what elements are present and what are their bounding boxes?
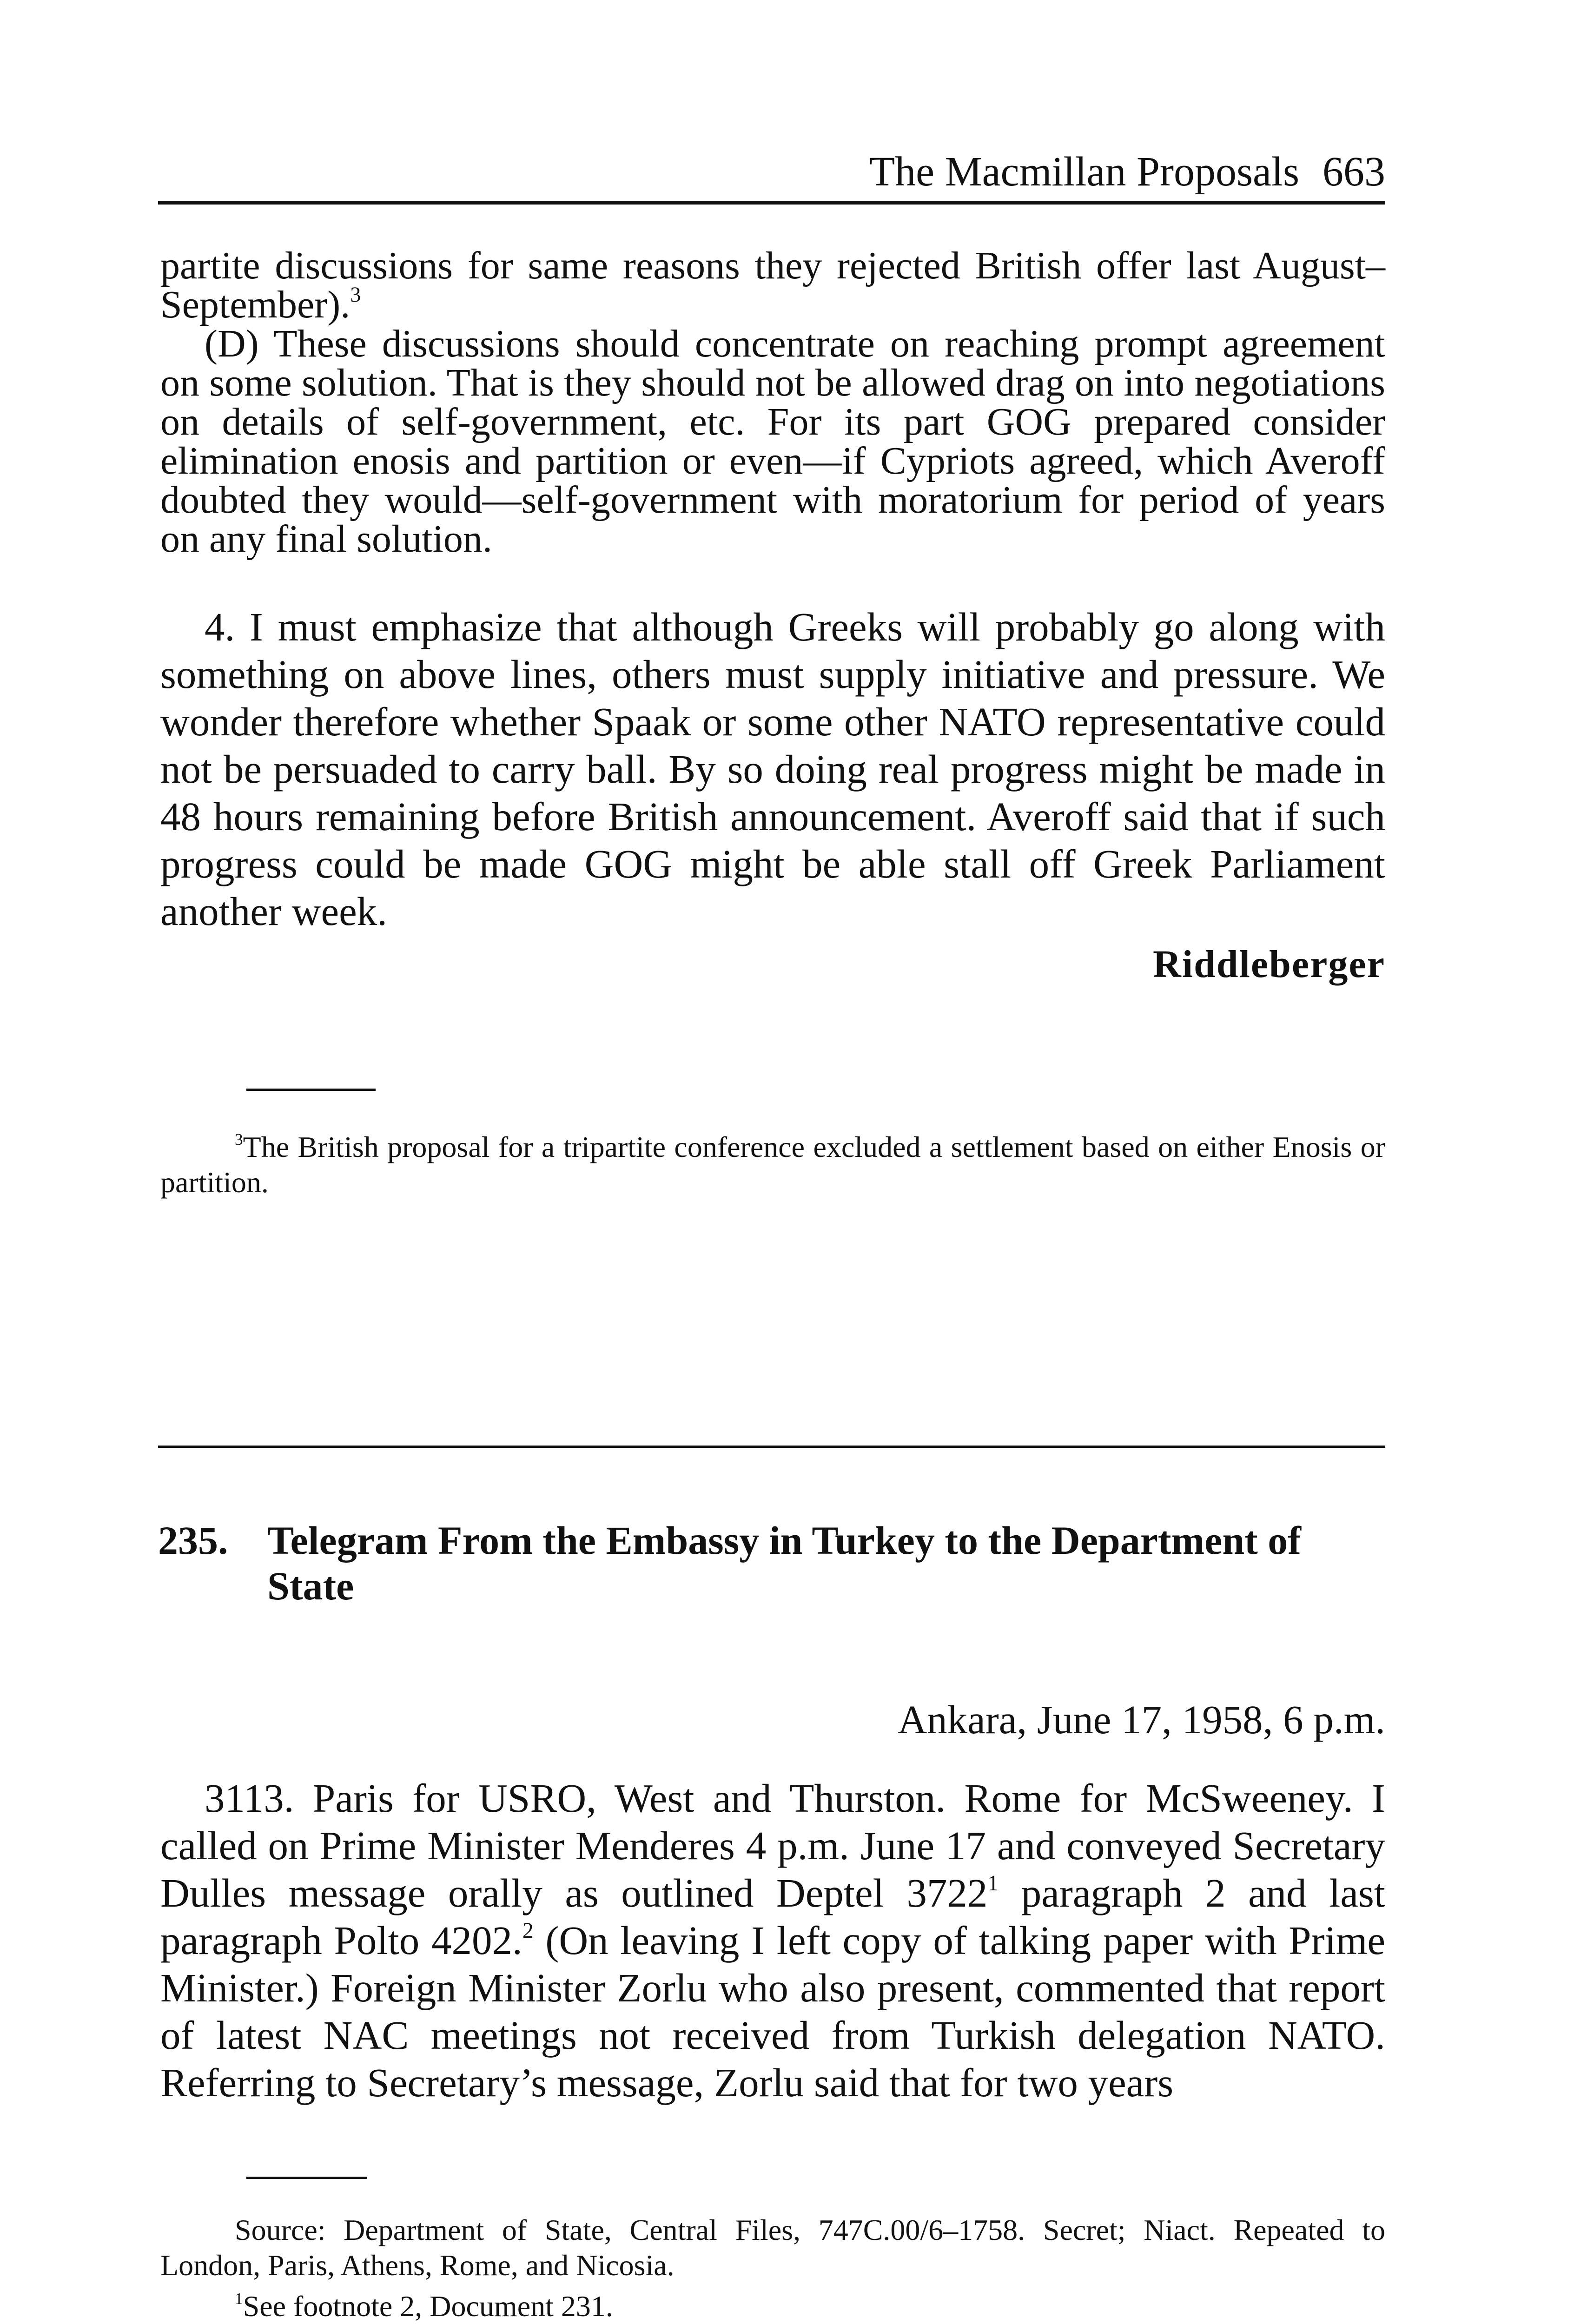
document-number: 235. [158, 1518, 228, 1563]
footnote-3 [160, 1129, 1385, 1200]
paragraph-4-block [160, 603, 1385, 935]
paragraph-4: 4. I must emphasize that although Greeks will probably go along with something on above lines, others must supply initiative and pressure. We wonder therefore whether Spaak or some other NATO representative could not be persuaded to carry ball. By so doing real progress might be made in 48 hours remaining before British announcement. Averoff said that if such progress could be made GOG might be able stall off Greek Parliament another week. [160, 604, 1385, 934]
telegram-paragraph [160, 1775, 1385, 2106]
footnote-1-marker: 1 [235, 2290, 243, 2308]
footnote-ref-3: 3 [350, 283, 361, 307]
signature: Riddleberger [1153, 943, 1385, 986]
body-text-3: (On leaving I left copy of talking paper with Prime Minister.) Foreign Minister Zorlu who also present, commented that report of latest NAC meetings not received from Turkish delegation NATO. Referring to Secretary’s message, Zorlu said that for two years [160, 1918, 1385, 2105]
running-header [158, 149, 1385, 195]
previous-telegram-continuation [160, 246, 1385, 559]
header-rule [158, 201, 1385, 205]
body-text-2: paragraph 2 and last paragraph Polto 4202. [160, 1870, 1386, 1963]
running-header-title: The Macmillan Proposals [869, 149, 1299, 195]
footnote-1-text: See footnote 2, Document 231. [243, 2290, 613, 2323]
footnote-1 [160, 2289, 1385, 2324]
footnote-3-marker: 3 [235, 1130, 243, 1149]
source-note: Source: Department of State, Central Files, 747C.00/6–1758. Secret; Niact. Repeated to London, Paris, Athens, Rome, and Nicosia. [160, 2213, 1385, 2282]
paragraph-d-continuation-text: partite discussions for same reasons they rejected British offer last August–September). [160, 244, 1385, 326]
footnote-rule-2 [246, 2177, 367, 2179]
page-number: 663 [1323, 149, 1385, 195]
footnote-ref-1: 1 [987, 1871, 999, 1896]
dateline: Ankara, June 17, 1958, 6 p.m. [898, 1697, 1385, 1742]
footnote-ref-2: 2 [522, 1918, 534, 1943]
footnote-3-text: The British proposal for a tripartite conference excluded a settlement based on either Enosis or partition. [160, 1130, 1385, 1199]
footnote-rule [246, 1089, 376, 1091]
paragraph-d: (D) These discussions should concentrate on reaching prompt agreement on some solution. That is they should not be allowed drag on into negotiations on details of self-government, etc. For its part GOG prepared consider elimination enosis and partition or even—if Cypriots agreed, which Averoff doubted they would—self-government with moratorium for period of years on any final solution. [160, 322, 1385, 561]
document-title: Telegram From the Embassy in Turkey to the Department of State [267, 1518, 1301, 1608]
telegram-body [160, 1775, 1385, 2106]
paragraph-d-continuation [160, 246, 1385, 324]
footnotes [160, 2212, 1385, 2324]
body-text-1: 3113. Paris for USRO, West and Thurston. Rome for McSweeney. I called on Prime Minister Menderes 4 p.m. June 17 and conveyed Secretary Dulles message orally as outlined Deptel 3722 [160, 1776, 1385, 1915]
section-divider [158, 1446, 1385, 1448]
